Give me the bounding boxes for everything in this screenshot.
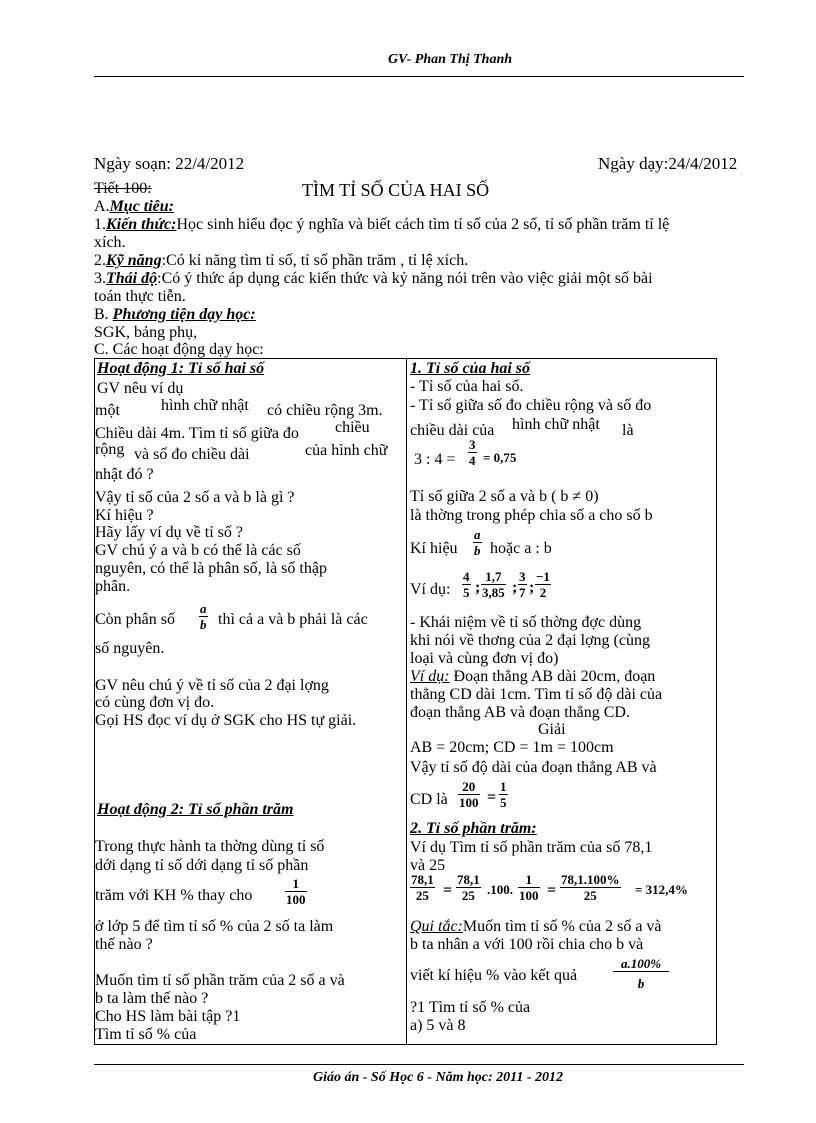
right-line: Giải (538, 721, 566, 738)
section-1-heading: 1. Tỉ số của hai số (410, 360, 531, 377)
left-line: Cho HS làm bài tập ?1 (95, 1008, 241, 1025)
left-line: dới dạng tỉ số dới dạng tỉ số phần (95, 857, 309, 874)
date-prepared: Ngày soạn: 22/4/2012 (94, 154, 245, 173)
page-title: TÌM TỈ SỐ CỦA HAI SỐ (302, 180, 490, 200)
equals: = (487, 789, 497, 806)
column-divider (406, 359, 407, 1044)
left-line: Vậy tỉ số của 2 số a và b là gì ? (95, 489, 295, 506)
knowledge-line-2: xích. (94, 234, 126, 251)
fraction-a-over-b: a b (200, 601, 207, 632)
means-text: SGK, bảng phụ, (94, 324, 198, 341)
section-2-heading: 2. Tỉ số phần trăm: (410, 820, 537, 837)
date-taught: Ngày dạy:24/4/2012 (598, 154, 738, 173)
separator: ; (512, 579, 518, 596)
calc-fraction: 1 100 (519, 872, 539, 903)
right-line: đoạn thẳng AB và đoạn thẳng CD. (410, 704, 630, 721)
example-fraction: 3 7 (519, 569, 526, 600)
right-line: Tỉ số giữa 2 số a và b ( b ≠ 0) (410, 488, 599, 505)
footer-rule (94, 1064, 744, 1065)
left-line: của hình chữ (305, 442, 388, 459)
skills-line: 2.Kỹ năng:Có kỉ năng tìm tỉ số, tỉ số phần trăm , tỉ lệ xích. (94, 252, 469, 269)
fraction-1-over-100: 1 100 (286, 876, 306, 907)
left-line: rộng (95, 441, 125, 458)
right-line: chiều dài của (410, 422, 495, 439)
right-line: ?1 Tìm tỉ số % của (410, 999, 531, 1016)
left-line: Gọi HS đọc ví dụ ở SGK cho HS tự giải. (95, 712, 357, 729)
activity-2-heading: Hoạt động 2: Tỉ số phần trăm (97, 801, 294, 818)
left-line: Muốn tìm tỉ số phần trăm của 2 số a và (95, 972, 345, 989)
right-line: viết kí hiệu % vào kết quả (410, 967, 578, 984)
objectives-heading: A.Mục tiêu: (94, 198, 175, 215)
left-line: Trong thực hành ta thờng dùng tỉ số (95, 838, 325, 855)
right-line: thẳng CD dài 1cm. Tìm tỉ số độ dài của (410, 686, 663, 703)
equals: = (443, 882, 453, 899)
rule-fraction: a.100% b (613, 956, 669, 991)
separator: ; (475, 579, 481, 596)
lesson-number: Tiết 100: (94, 180, 152, 197)
calc-fraction: 78,1 25 (411, 872, 434, 903)
calc-fraction: 78,1 25 (457, 872, 480, 903)
separator: ; (529, 579, 535, 596)
left-line: có cùng đơn vị đo. (95, 694, 215, 711)
right-line: là (622, 422, 634, 439)
right-line: - Tỉ số của hai số. (410, 378, 524, 395)
means-heading: B. Phương tiện dạy học: (94, 306, 256, 323)
right-line: hình chữ nhật (512, 416, 600, 433)
example-fraction: 4 5 (463, 569, 470, 600)
right-line: Ví dụ: Đoạn thẳng AB dài 20cm, đoạn (410, 668, 656, 685)
right-line: - Tỉ số giữa số đo chiều rộng và số đo (410, 397, 652, 414)
left-line: Hãy lấy ví dụ về tỉ số ? (95, 524, 243, 541)
fraction-a-over-b: a b (474, 527, 481, 558)
right-line: Kí hiệu (410, 540, 458, 557)
left-line: nhật đó ? (95, 466, 154, 483)
right-line: là thờng trong phép chia số a cho số b (410, 507, 653, 524)
calc-result: = 312,4% (635, 882, 688, 897)
left-line: hình chữ nhật (161, 397, 249, 414)
left-line: có chiều rộng 3m. (267, 402, 383, 419)
footer-text: Giáo án - Số Học 6 - Năm học: 2011 - 2012 (312, 1070, 564, 1085)
right-line: khi nói về thơng của 2 đại lợng (cùng (410, 632, 650, 649)
left-line: phân. (95, 578, 131, 595)
left-line: và số đo chiều dài (134, 446, 250, 463)
right-line: - Khái niệm về tỉ số thờng đợc dùng (410, 614, 642, 631)
left-line: Kí hiệu ? (95, 507, 154, 524)
left-line: chiều (335, 419, 370, 436)
fraction-1-over-5: 1 5 (500, 779, 507, 810)
right-line: Qui tắc:Muốn tìm tỉ số % của 2 số a và (410, 918, 662, 935)
right-line: b ta nhân a với 100 rồi chia cho b và (410, 936, 644, 953)
activities-heading: C. Các hoạt động dạy học: (94, 341, 264, 358)
right-line: CD là (410, 791, 448, 808)
left-line: thì cả a và b phải là các (218, 611, 368, 628)
right-line: a) 5 và 8 (410, 1017, 466, 1034)
left-line: ở lớp 5 để tìm tỉ số % của 2 số ta làm (95, 918, 334, 935)
left-line: Tìm tỉ số % của (95, 1026, 197, 1043)
attitude-line: 3.Thái độ:Có ý thức áp dụng các kiến thức và kỷ năng nói trên vào việc giải một số bài (94, 270, 653, 287)
left-line: GV chú ý a và b có thể là các số (95, 542, 301, 559)
decimal-result: = 0,75 (483, 450, 517, 465)
right-line: 3 : 4 = (414, 451, 456, 468)
attitude-line-2: toán thực tiễn. (94, 288, 186, 305)
times-100: .100. (487, 882, 513, 897)
left-line: Còn phân số (95, 611, 175, 628)
left-line: một (95, 402, 120, 419)
left-line: trăm với KH % thay cho (95, 887, 253, 904)
right-line: hoặc a : b (490, 540, 552, 557)
right-line: Vậy tỉ số độ dài của đoạn thẳng AB và (410, 759, 657, 776)
right-line: Ví dụ Tìm tỉ số phần trăm của số 78,1 (410, 839, 653, 856)
fraction-3-over-4: 3 4 (469, 437, 476, 468)
right-line: và 25 (410, 857, 446, 874)
right-line: loại và cùng đơn vị đo) (410, 650, 559, 667)
fraction-20-over-100: 20 100 (459, 779, 479, 810)
header-rule (94, 76, 744, 77)
knowledge-line: 1.Kiến thức:Học sinh hiểu đọc ý nghĩa và biết cách tìm tỉ số của 2 số, tỉ số phần trăm tỉ lệ (94, 216, 670, 233)
header-teacher: GV- Phan Thị Thanh (387, 52, 513, 67)
left-line: số nguyên. (95, 640, 165, 657)
left-line: b ta làm thế nào ? (95, 990, 209, 1007)
left-line: GV nêu ví dụ (97, 380, 184, 397)
activity-1-heading: Hoạt động 1: Tỉ số hai số (97, 360, 265, 377)
calc-fraction: 78,1.100% 25 (561, 872, 620, 903)
left-line: nguyên, có thể là phân số, là số thập (95, 560, 327, 577)
example-fraction: 1,7 3,85 (482, 569, 505, 600)
left-line: Chiều dài 4m. Tìm tỉ số giữa đo (95, 425, 299, 442)
example-fraction: −1 2 (536, 569, 550, 600)
equals: = (547, 882, 557, 899)
right-line: AB = 20cm; CD = 1m = 100cm (410, 739, 614, 756)
right-line: Ví dụ: (410, 581, 451, 598)
left-line: GV nêu chú ý về tỉ số của 2 đại lợng (95, 677, 329, 694)
left-line: thế nào ? (95, 936, 153, 953)
